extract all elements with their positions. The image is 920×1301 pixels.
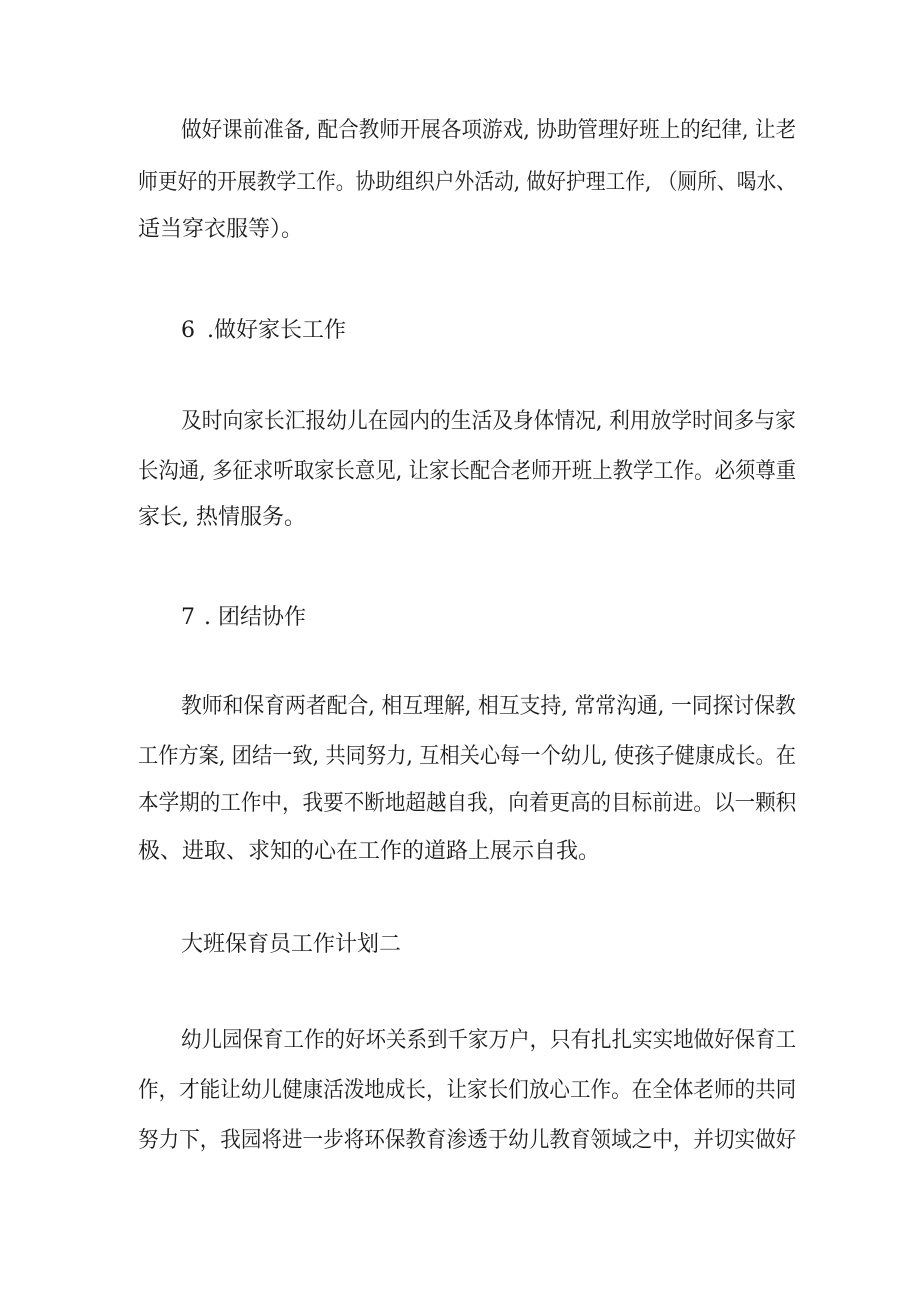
heading-number: 6 xyxy=(181,318,195,343)
heading-text: . 团结协作 xyxy=(204,605,306,630)
document-page: 做好课前准备, 配合教师开展各项游戏, 协助管理好班上的纪律, 让老 师更好的开展教学工作。协助组织户外活动, 做好护理工作, （厕所、喝水、 适当穿衣服等）。 6 .做好家长工作 及时向家长汇报幼儿在园内的生活及身体情况, 利用放学时间多与家 长沟通, 多征求听取家长意见, 让家长配合老师开班上教学工作。必须尊重 家长, 热情服务。 7 . 团结协作 教师和保育两者配合, 相互理解, 相互支持, 常常沟通, 一同探讨保教 工作方案, 团结一致, 共同努力, 互相关心每一个幼儿, 使孩子健康成长。在 本学期的工作中，我要不断地超越自我，向着更高的目标前进。以一颗积 极、进取、求知的心在工作的道路上展示自我。 大班保育员工作计划二 幼儿园保育工作的好坏关系到千家万户，只有扎扎实实地做好保育工 作，才能让幼儿健康活泼地成长，让家长们放心工作。在全体老师的共同 努力下，我园将进一步将环保教育渗透于幼儿教育领域之中，并切实做好 xyxy=(138,118,797,1153)
heading-number: 7 xyxy=(181,605,195,630)
heading-text: .做好家长工作 xyxy=(207,318,346,343)
